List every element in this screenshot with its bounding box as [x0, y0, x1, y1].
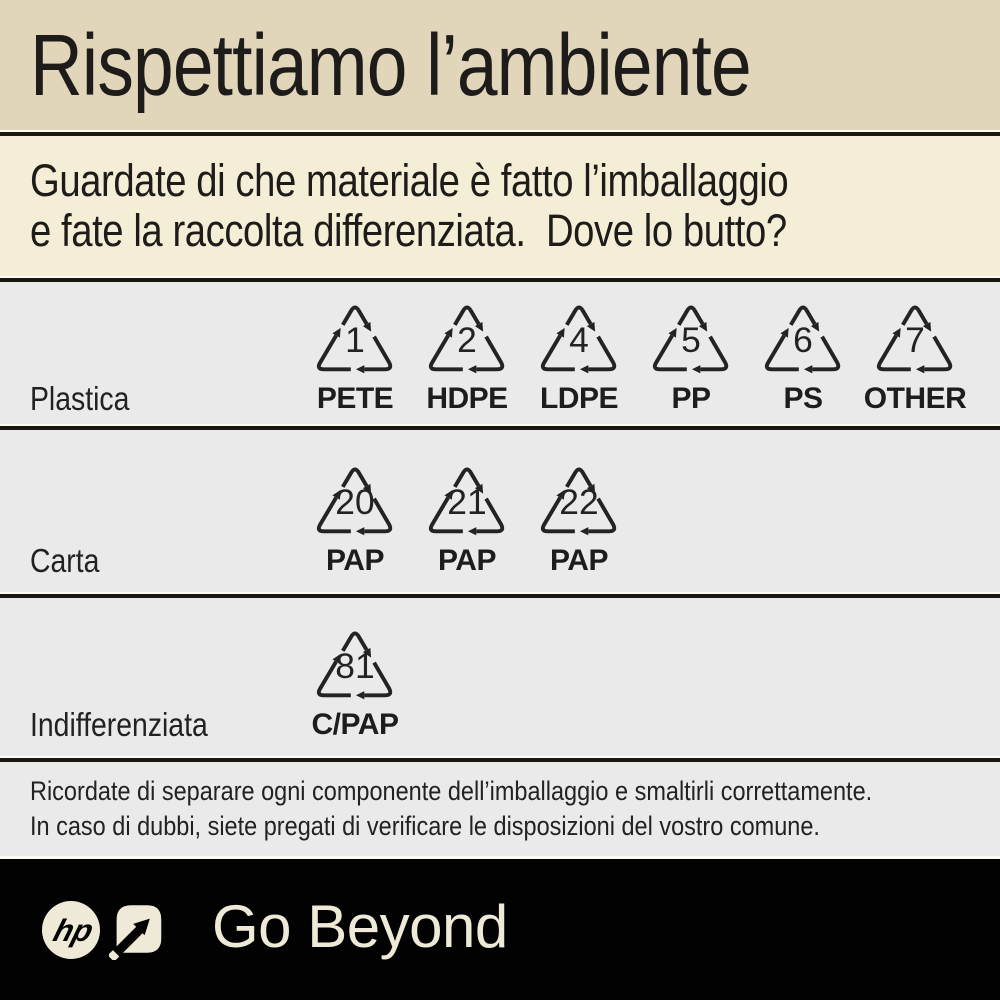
symbol-code: 20: [335, 481, 375, 522]
symbol-code: 5: [681, 319, 701, 360]
title-section: [0, 0, 1000, 130]
symbol-group: [299, 460, 635, 578]
recycling-symbol: [635, 298, 747, 416]
symbol-material-label: OTHER: [863, 382, 967, 415]
row-indifferenziata: [0, 598, 1000, 756]
row-label: Carta: [30, 542, 100, 579]
symbol-code: 7: [905, 319, 925, 360]
recycling-symbol: [523, 460, 635, 578]
symbol-material-label: PS: [783, 382, 823, 415]
recycling-triangle-icon: [532, 298, 626, 380]
page-title: Rispettiamo l’ambiente: [30, 16, 751, 114]
recycling-triangle-icon: [308, 460, 402, 542]
recycling-triangle-icon: [420, 298, 514, 380]
recycling-symbol: [411, 298, 523, 416]
symbol-code: 1: [345, 319, 365, 360]
go-beyond-arrow-icon: [109, 900, 166, 960]
symbol-material-label: C/PAP: [311, 708, 399, 741]
symbol-material-label: PAP: [438, 544, 496, 577]
row-label: Plastica: [30, 380, 130, 417]
note-line-1: Ricordate di separare ogni componente dell’imballaggio e smaltirli correttamente.: [30, 776, 873, 806]
note-line-2: In caso di dubbi, siete pregati di verificare le disposizioni del vostro comune.: [30, 811, 820, 841]
symbol-code: 4: [569, 319, 589, 360]
note-section: [0, 762, 1000, 856]
recycling-symbol: [747, 298, 859, 416]
recycling-triangle-icon: [868, 298, 962, 380]
footer: [0, 859, 1000, 1000]
recycling-symbol: [859, 298, 971, 416]
recycling-symbol: [299, 460, 411, 578]
subtitle-section: [0, 136, 1000, 276]
recycling-triangle-icon: [756, 298, 850, 380]
symbol-code: 81: [335, 645, 375, 686]
symbol-group: [299, 298, 971, 416]
symbol-material-label: PP: [671, 382, 711, 415]
subtitle-line-2: e fate la raccolta differenziata. Dove lo butto?: [30, 205, 787, 256]
row-carta: [0, 430, 1000, 592]
recycling-symbol: [299, 624, 411, 742]
recycling-symbol: [299, 298, 411, 416]
hp-logo-text: hp: [49, 912, 98, 948]
recycling-triangle-icon: [532, 460, 626, 542]
symbol-material-label: PAP: [550, 544, 608, 577]
go-beyond-tagline: Go Beyond: [212, 892, 508, 960]
recycling-symbol: [523, 298, 635, 416]
recycling-symbol: [411, 460, 523, 578]
symbol-code: 6: [793, 319, 813, 360]
row-plastica: [0, 282, 1000, 424]
symbol-code: 21: [447, 481, 487, 522]
subtitle-line-1: Guardate di che materiale è fatto l’imballaggio: [30, 155, 789, 206]
row-label: Indifferenziata: [30, 706, 208, 743]
symbol-code: 22: [559, 481, 599, 522]
hp-logo-icon: [42, 901, 100, 959]
symbol-material-label: HDPE: [426, 382, 508, 415]
recycling-triangle-icon: [644, 298, 738, 380]
recycling-triangle-icon: [308, 298, 402, 380]
recycling-triangle-icon: [420, 460, 514, 542]
symbol-code: 2: [457, 319, 477, 360]
symbol-material-label: PETE: [316, 382, 394, 415]
symbol-material-label: PAP: [326, 544, 384, 577]
recycling-triangle-icon: [308, 624, 402, 706]
symbol-group: [299, 624, 411, 742]
symbol-material-label: LDPE: [539, 382, 618, 415]
